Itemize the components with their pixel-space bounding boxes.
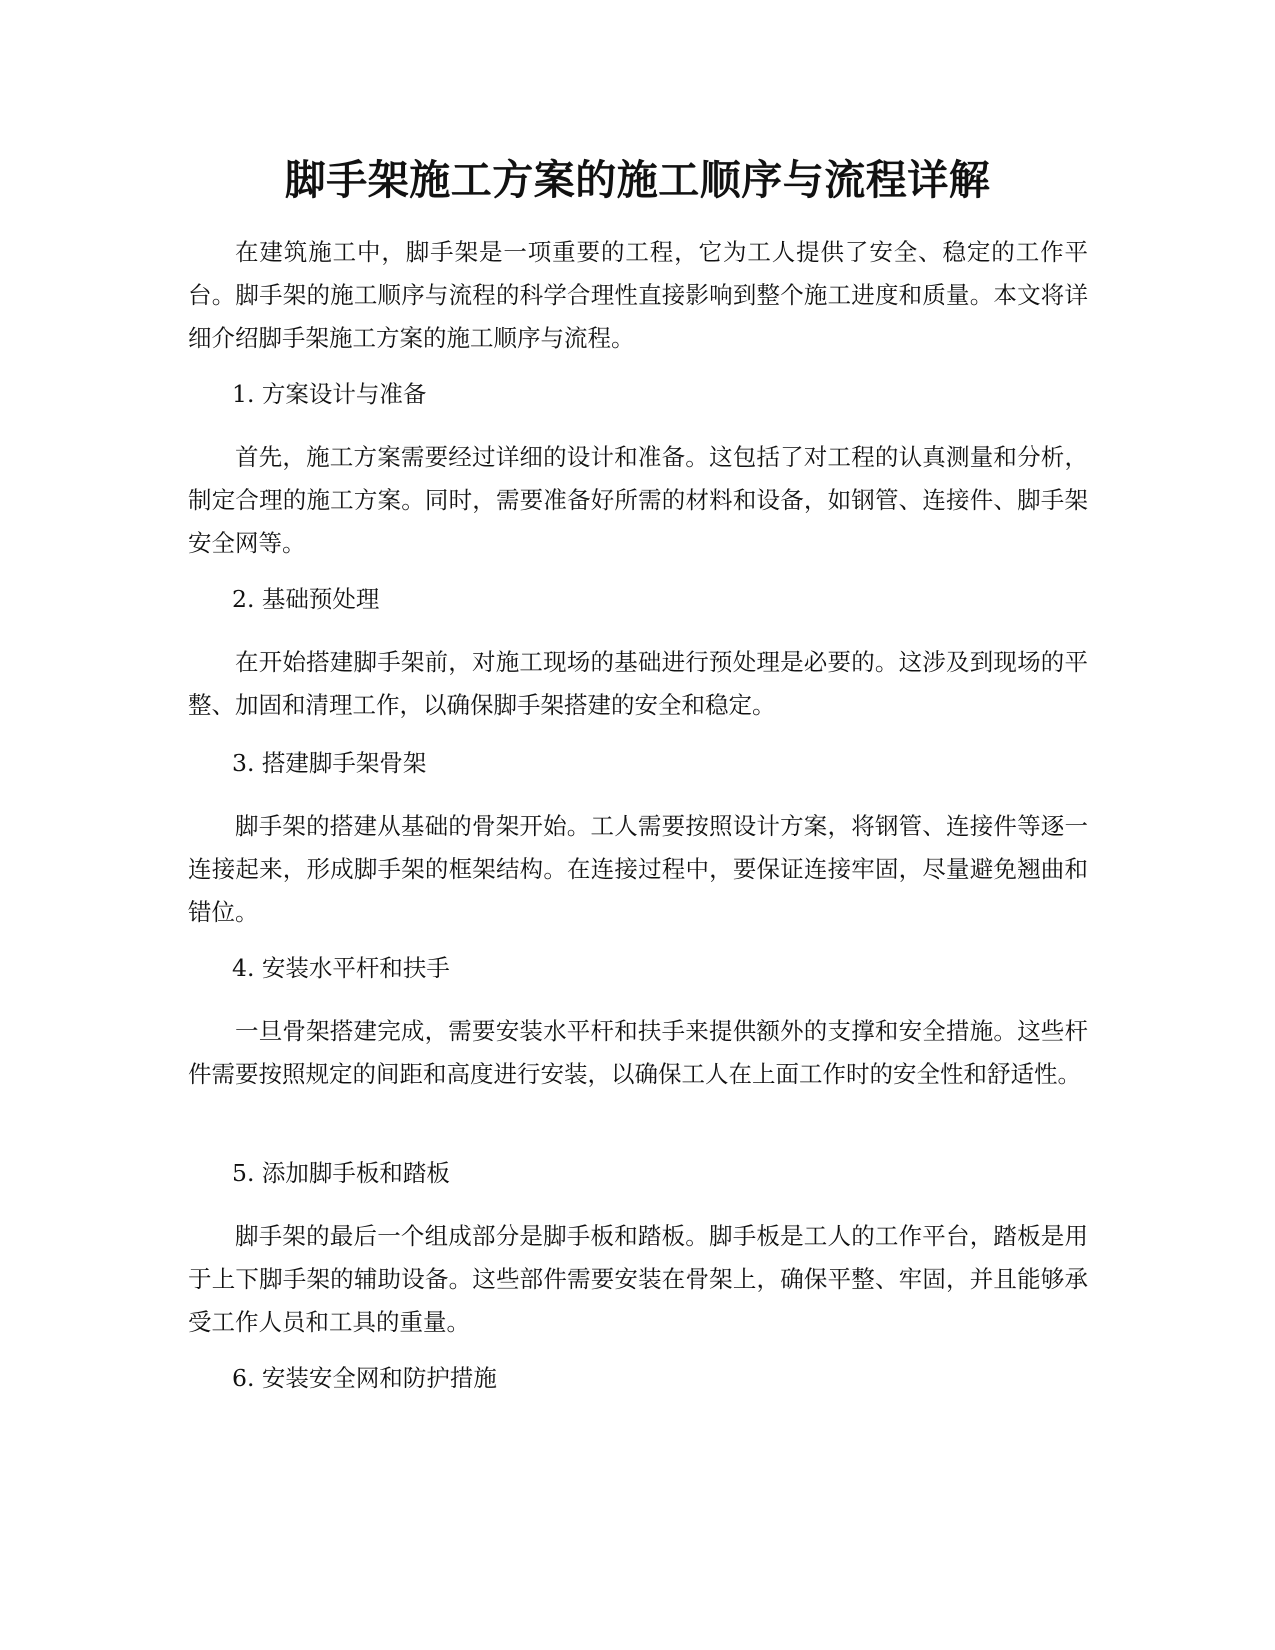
section-body-4: 一旦骨架搭建完成，需要安装水平杆和扶手来提供额外的支撑和安全措施。这些杆件需要按照规定的间距和高度进行安装，以确保工人在上面工作时的安全性和舒适性。	[188, 1017, 1088, 1088]
section-heading-6: 6. 安装安全网和防护措施	[232, 1364, 497, 1392]
intro-paragraph: 在建筑施工中，脚手架是一项重要的工程，它为工人提供了安全、稳定的工作平台。脚手架的施工顺序与流程的科学合理性直接影响到整个施工进度和质量。本文将详细介绍脚手架施工方案的施工顺序与流程。	[188, 238, 1088, 352]
section-heading-2: 2. 基础预处理	[232, 585, 380, 613]
section-heading-3: 3. 搭建脚手架骨架	[232, 749, 427, 777]
section-body-5: 脚手架的最后一个组成部分是脚手板和踏板。脚手板是工人的工作平台，踏板是用于上下脚手架的辅助设备。这些部件需要安装在骨架上，确保平整、牢固，并且能够承受工作人员和工具的重量。	[188, 1222, 1088, 1336]
section-heading-5: 5. 添加脚手板和踏板	[232, 1159, 450, 1187]
section-body-2: 在开始搭建脚手架前，对施工现场的基础进行预处理是必要的。这涉及到现场的平整、加固和清理工作，以确保脚手架搭建的安全和稳定。	[188, 648, 1088, 719]
section-heading-1: 1. 方案设计与准备	[232, 380, 427, 408]
section-heading-4: 4. 安装水平杆和扶手	[232, 954, 450, 982]
document-title: 脚手架施工方案的施工顺序与流程详解	[284, 156, 991, 204]
section-body-1: 首先，施工方案需要经过详细的设计和准备。这包括了对工程的认真测量和分析，制定合理的施工方案。同时，需要准备好所需的材料和设备，如钢管、连接件、脚手架安全网等。	[188, 443, 1088, 557]
section-body-3: 脚手架的搭建从基础的骨架开始。工人需要按照设计方案，将钢管、连接件等逐一连接起来，形成脚手架的框架结构。在连接过程中，要保证连接牢固，尽量避免翘曲和错位。	[188, 812, 1088, 926]
